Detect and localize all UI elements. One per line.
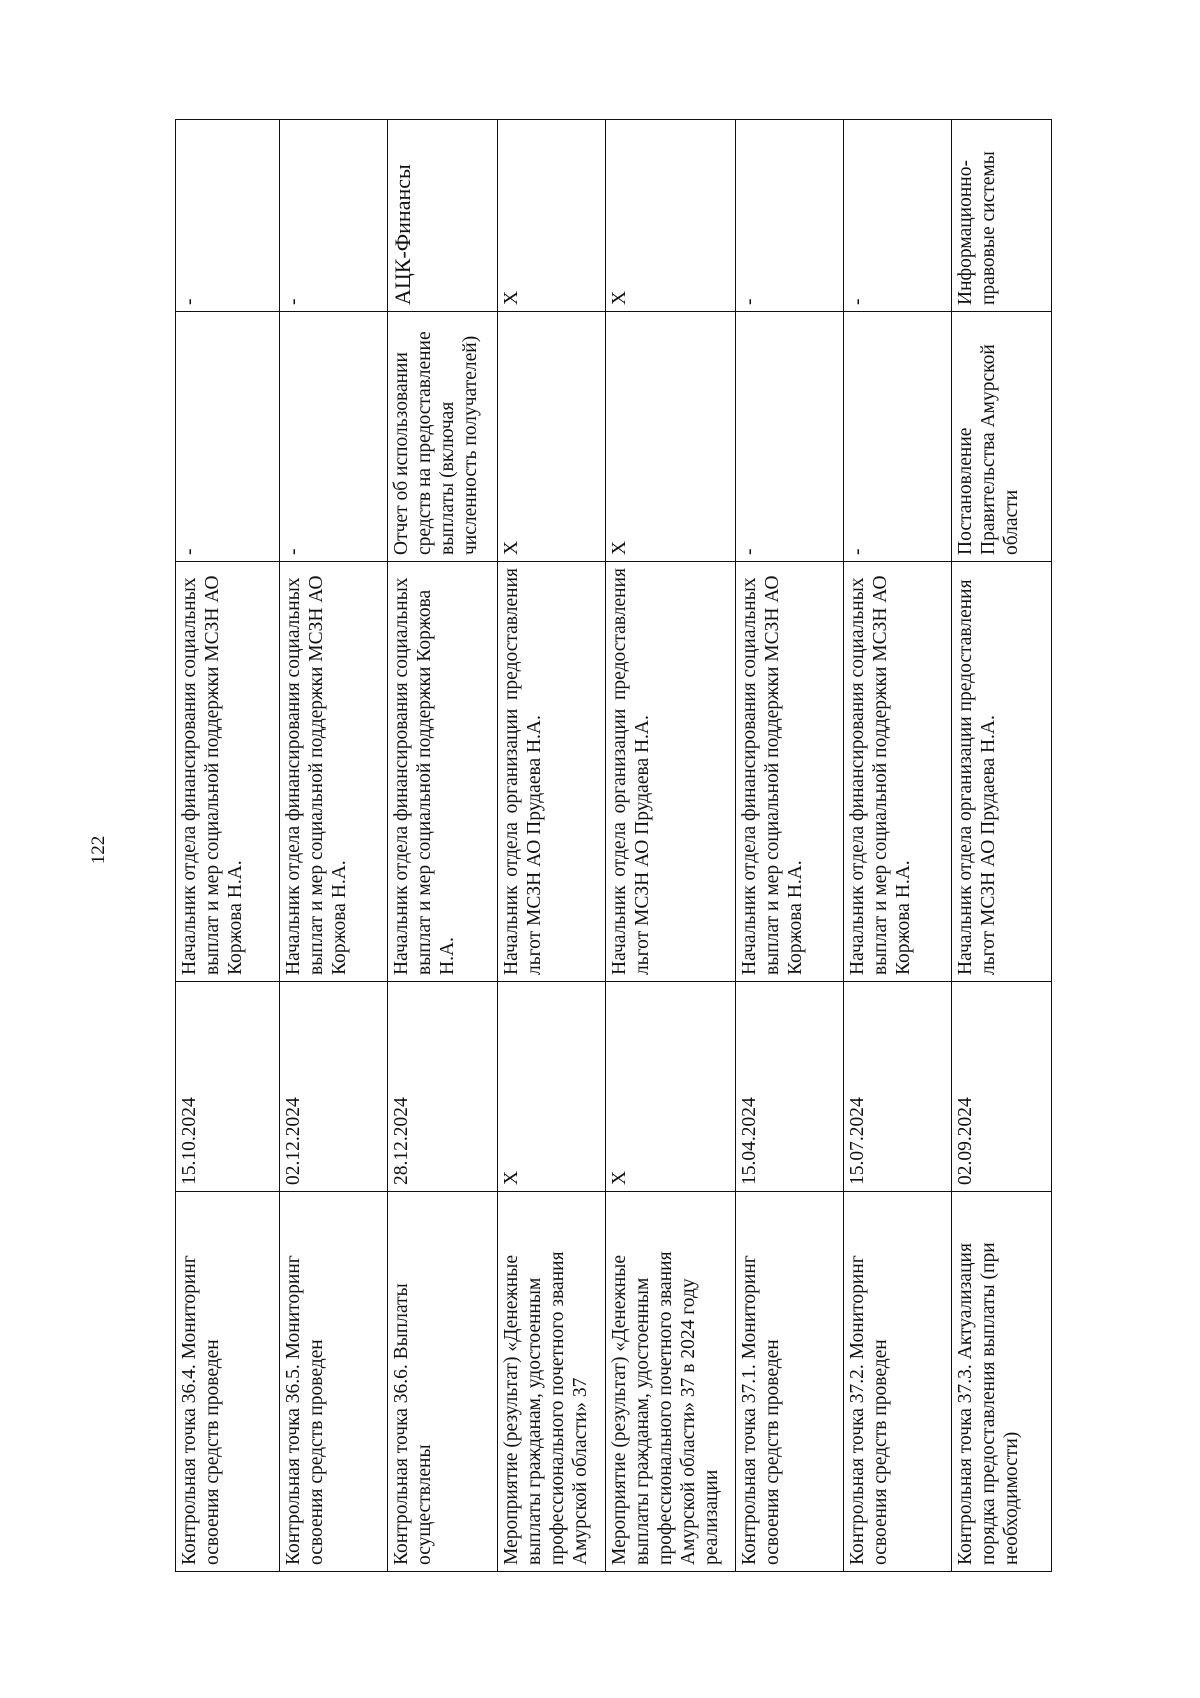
table-row	[388, 120, 498, 1572]
deadline-cell: 15.07.2024	[844, 982, 952, 1192]
responsible-cell: Начальник отдела финансирования социальных выплат и мер социальной поддержки МСЗН АО Коржова Н.А.	[736, 562, 844, 982]
table-row	[176, 120, 280, 1572]
deadline-cell: 15.10.2024	[176, 982, 280, 1192]
rotated-table-container	[175, 120, 1051, 1572]
document-cell: Х	[606, 312, 736, 562]
event-name-cell: Контрольная точка 37.1. Мониторинг освоения средств проведен	[736, 1192, 844, 1572]
responsible-cell: Начальник отдела финансирования социальных выплат и мер социальной поддержки МСЗН АО Коржова Н.А.	[844, 562, 952, 982]
event-name-cell: Контрольная точка 36.6. Выплаты осуществлены	[388, 1192, 498, 1572]
document-cell: Отчет об использовании средств на предоставление выплаты (включая численность получателей)	[388, 312, 498, 562]
table-row	[952, 120, 1052, 1572]
event-name-cell: Контрольная точка 37.2. Мониторинг освоения средств проведен	[844, 1192, 952, 1572]
info-system-cell: -	[844, 120, 952, 312]
event-name-cell: Мероприятие (результат) «Денежные выплаты гражданам, удостоенным профессионального почетного звания Амурской области» 37 в 2024 году реализации	[606, 1192, 736, 1572]
responsible-cell: Начальник отдела организации предоставления льгот МСЗН АО Прудаева Н.А.	[498, 562, 606, 982]
table-row	[280, 120, 388, 1572]
document-cell: Х	[498, 312, 606, 562]
responsible-cell: Начальник отдела организации предоставления льгот МСЗН АО Прудаева Н.А.	[606, 562, 736, 982]
responsible-cell: Начальник отдела финансирования социальных выплат и мер социальной поддержки МСЗН АО Коржова Н.А.	[176, 562, 280, 982]
event-name-cell: Контрольная точка 36.4. Мониторинг освоения средств проведен	[176, 1192, 280, 1572]
event-name-cell: Мероприятие (результат) «Денежные выплаты гражданам, удостоенным профессионального почетного звания Амурской области» 37	[498, 1192, 606, 1572]
page-number: 122	[88, 835, 109, 865]
table-row	[736, 120, 844, 1572]
control-points-table	[175, 119, 1052, 1572]
event-name-cell: Контрольная точка 36.5. Мониторинг освоения средств проведен	[280, 1192, 388, 1572]
responsible-cell: Начальник отдела финансирования социальных выплат и мер социальной поддержки Коржова Н.А.	[388, 562, 498, 982]
table-row	[606, 120, 736, 1572]
deadline-cell: Х	[498, 982, 606, 1192]
responsible-cell: Начальник отдела организации предоставления льгот МСЗН АО Прудаева Н.А.	[952, 562, 1052, 982]
info-system-cell: Х	[498, 120, 606, 312]
document-cell: -	[280, 312, 388, 562]
deadline-cell: 02.12.2024	[280, 982, 388, 1192]
info-system-cell: -	[176, 120, 280, 312]
document-cell: Постановление Правительства Амурской области	[952, 312, 1052, 562]
deadline-cell: 28.12.2024	[388, 982, 498, 1192]
info-system-cell: -	[736, 120, 844, 312]
deadline-cell: Х	[606, 982, 736, 1192]
deadline-cell: 15.04.2024	[736, 982, 844, 1192]
table-row	[498, 120, 606, 1572]
document-cell: -	[176, 312, 280, 562]
info-system-cell: АЦК-Финансы	[388, 120, 498, 312]
document-cell: -	[844, 312, 952, 562]
table-row	[844, 120, 952, 1572]
info-system-cell: -	[280, 120, 388, 312]
info-system-cell: Х	[606, 120, 736, 312]
info-system-cell: Информационно-правовые системы	[952, 120, 1052, 312]
event-name-cell: Контрольная точка 37.3. Актуализация порядка предоставления выплаты (при необходимости)	[952, 1192, 1052, 1572]
deadline-cell: 02.09.2024	[952, 982, 1052, 1192]
responsible-cell: Начальник отдела финансирования социальных выплат и мер социальной поддержки МСЗН АО Коржова Н.А.	[280, 562, 388, 982]
document-cell: -	[736, 312, 844, 562]
